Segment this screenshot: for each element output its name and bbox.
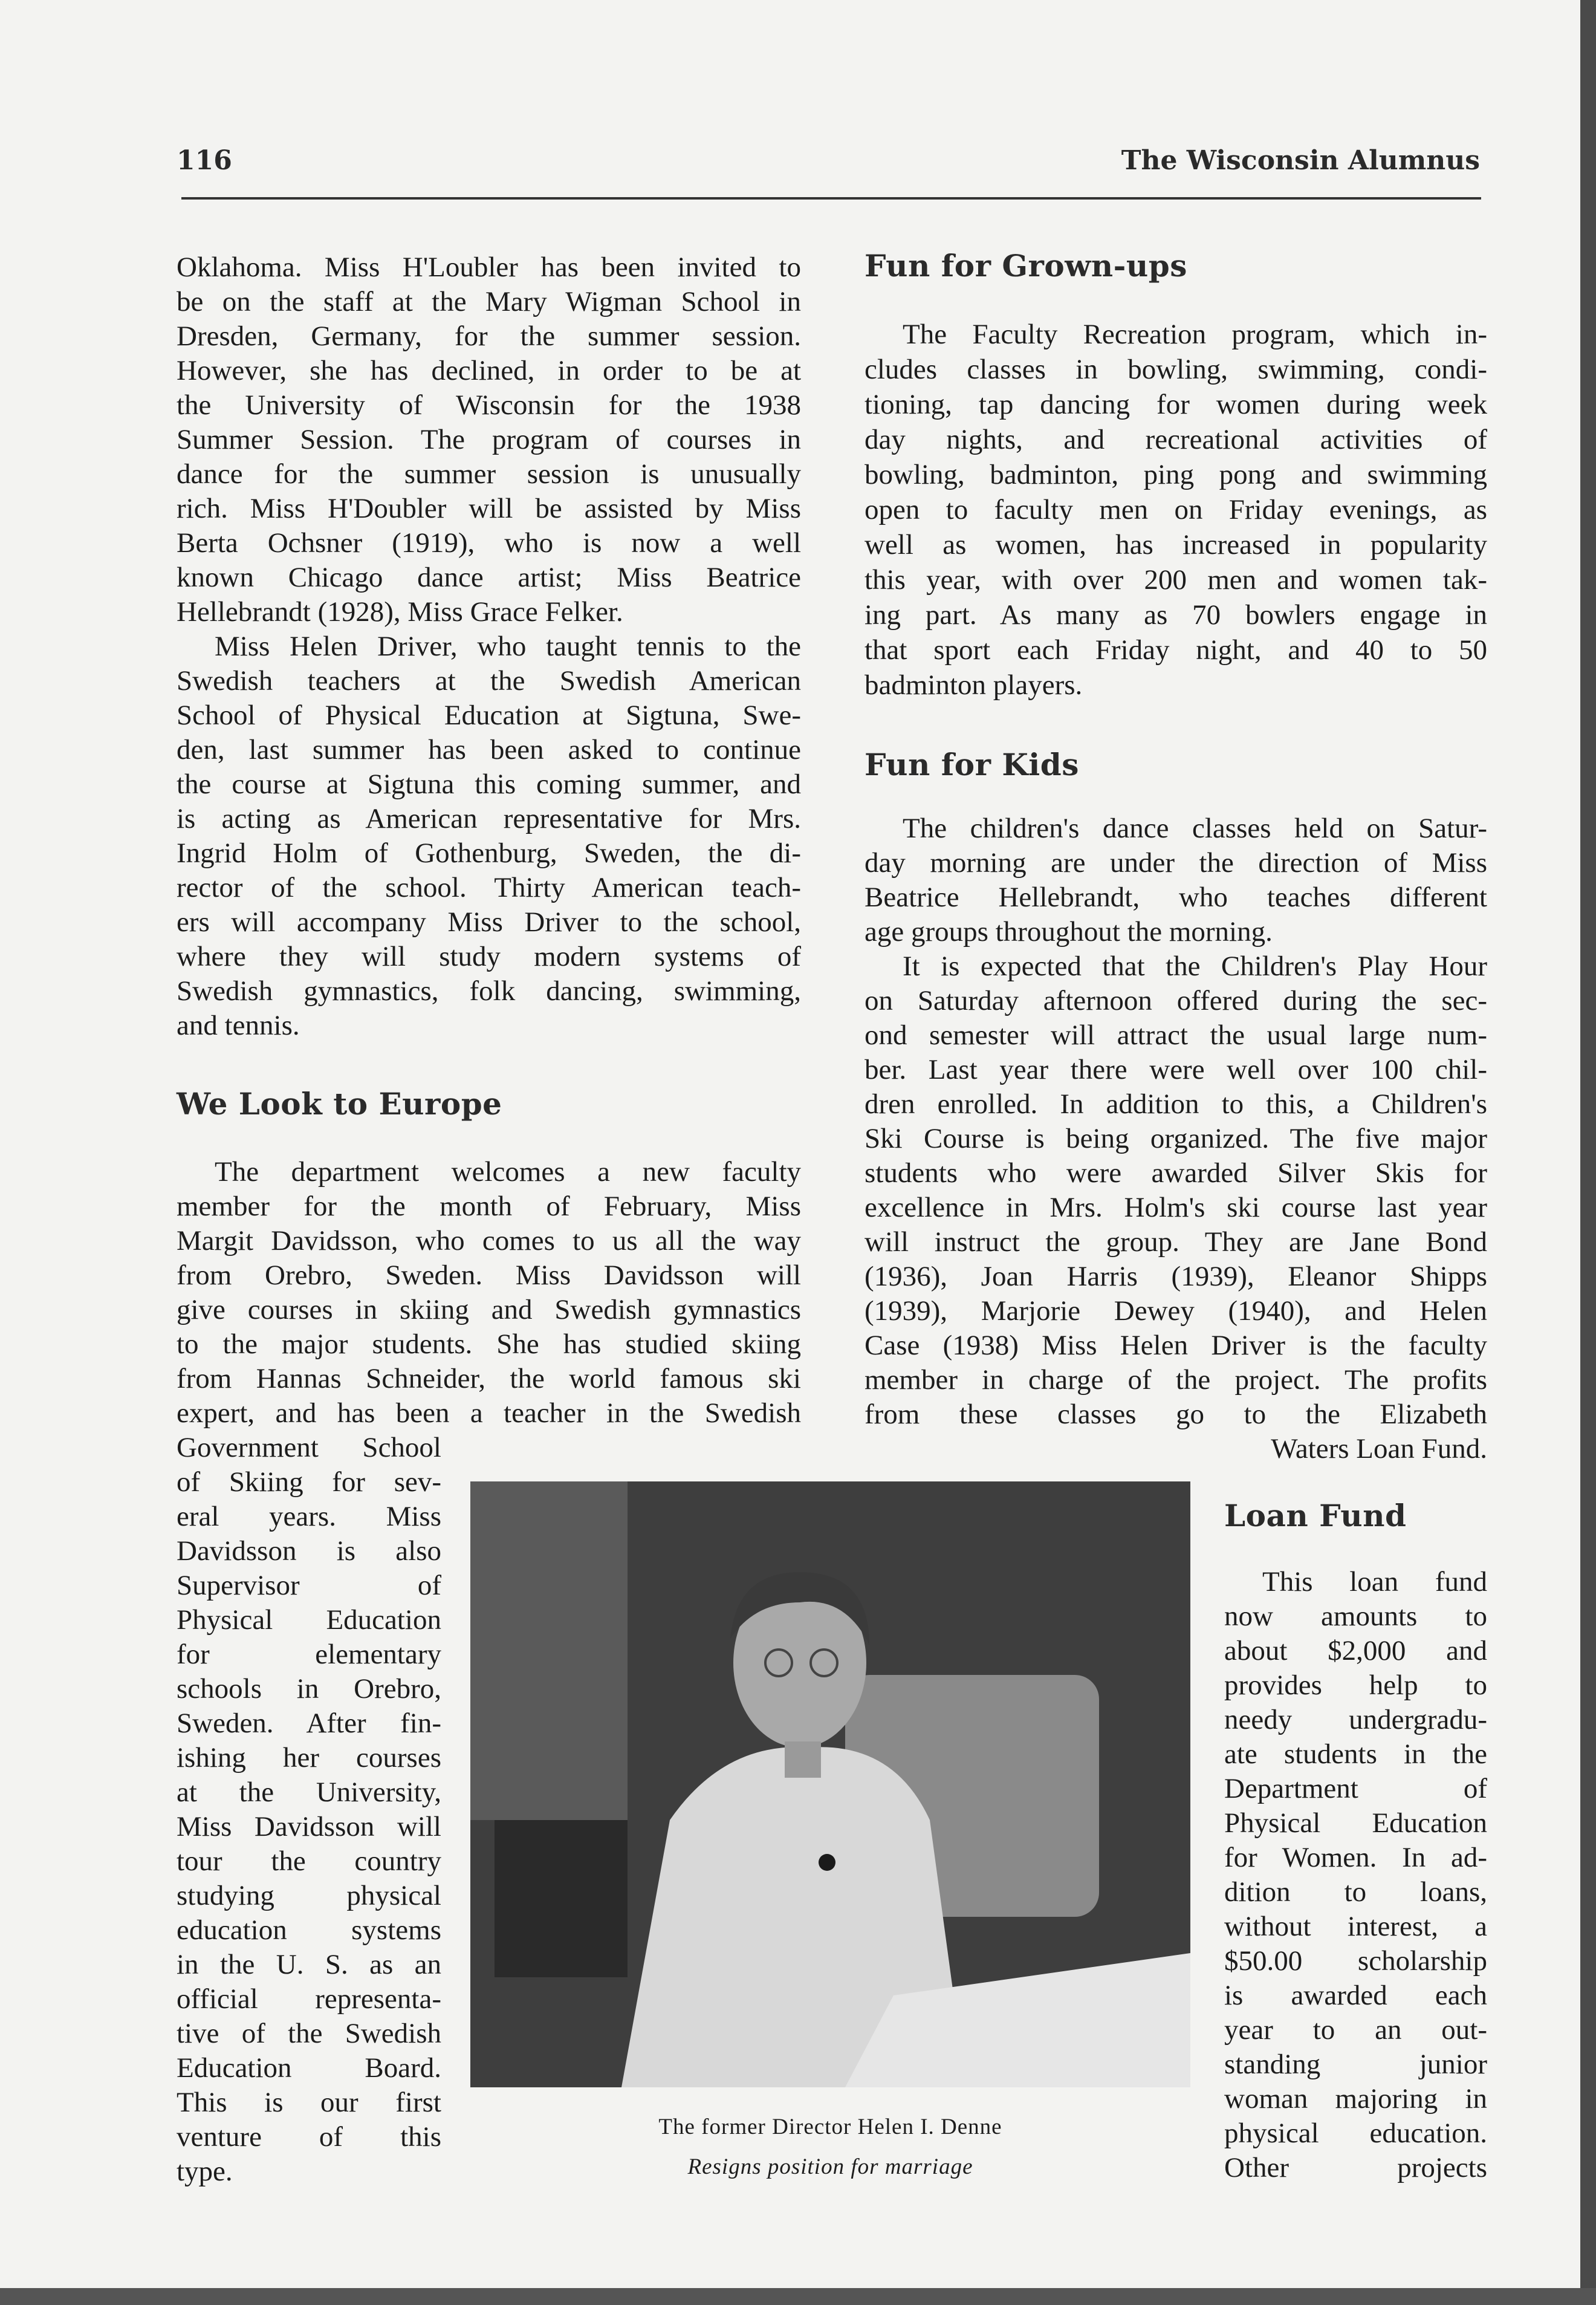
text-line: (1939), Marjorie Dewey (1940), and Helen [864, 1295, 1487, 1327]
section-heading-loan-fund: Loan Fund [1224, 1498, 1407, 1533]
text-line: day nights, and recreational activities of [864, 424, 1487, 455]
text-line: where they will study modern systems of [177, 941, 801, 972]
section-heading-grownups: Fun for Grown-ups [864, 248, 1187, 284]
text-line: Swedish gymnastics, folk dancing, swimming, [177, 975, 801, 1007]
text-line: tioning, tap dancing for women during week [864, 389, 1487, 420]
text-line: provides help to [1224, 1669, 1487, 1701]
text-line: for Women. In ad- [1224, 1842, 1487, 1873]
text-line: give courses in skiing and Swedish gymnastics [177, 1294, 801, 1325]
text-line: ond semester will attract the usual large num- [864, 1019, 1487, 1051]
text-line: Miss Davidsson will [177, 1811, 441, 1842]
text-line: dition to loans, [1224, 1876, 1487, 1908]
text-line: However, she has declined, in order to be at [177, 355, 801, 386]
text-line: open to faculty men on Friday evenings, as [864, 494, 1487, 525]
text-line: member for the month of February, Miss [177, 1191, 801, 1222]
text-line: Case (1938) Miss Helen Driver is the faculty [864, 1330, 1487, 1361]
text-line: ishing her courses [177, 1742, 441, 1773]
text-line: Swedish teachers at the Swedish American [177, 665, 801, 697]
text-line: (1936), Joan Harris (1939), Eleanor Shipps [864, 1261, 1487, 1292]
text-line: type. [177, 2156, 233, 2187]
text-line: This loan fund [1262, 1566, 1487, 1598]
text-line: Davidsson is also [177, 1535, 441, 1567]
paragraph [177, 629, 801, 1043]
text-line: Education Board. [177, 2052, 441, 2084]
text-line: on Saturday afternoon offered during the sec- [864, 985, 1487, 1016]
text-line: day morning are under the direction of Miss [864, 847, 1487, 879]
text-line: ers will accompany Miss Driver to the school, [177, 906, 801, 938]
text-line: known Chicago dance artist; Miss Beatrice [177, 562, 801, 593]
text-line: tour the country [177, 1845, 441, 1877]
text-line: official representa- [177, 1983, 441, 2015]
text-line: ber. Last year there were well over 100 chil- [864, 1054, 1487, 1085]
text-line: Supervisor of [177, 1570, 441, 1601]
text-line: for elementary [177, 1639, 441, 1670]
text-line: woman majoring in [1224, 2083, 1487, 2115]
text-line: physical education. [1224, 2118, 1487, 2149]
text-line: Summer Session. The program of courses in [177, 424, 801, 455]
text-line: from Orebro, Sweden. Miss Davidsson will [177, 1260, 801, 1291]
text-line: Physical Education [1224, 1807, 1487, 1839]
text-line: Berta Ochsner (1919), who is now a well [177, 527, 801, 559]
page-number: 116 [177, 145, 232, 176]
text-line: ing part. As many as 70 bowlers engage in [864, 599, 1487, 631]
text-line: from Hannas Schneider, the world famous ski [177, 1363, 801, 1394]
scan-edge-right [1580, 0, 1596, 2305]
text-line: Government School [177, 1432, 441, 1463]
text-line: cludes classes in bowling, swimming, condi- [864, 354, 1487, 385]
paragraph [864, 811, 1487, 949]
paragraph-europe-narrow [177, 1431, 441, 2189]
text-line: dren enrolled. In addition to this, a Children's [864, 1088, 1487, 1120]
text-line: that sport each Friday night, and 40 to 50 [864, 634, 1487, 666]
text-line: venture of this [177, 2121, 441, 2153]
portrait-image [470, 1481, 1190, 2087]
text-line: in the U. S. as an [177, 1949, 441, 1980]
text-line: badminton players. [864, 669, 1083, 701]
text-line: dance for the summer session is unusually [177, 458, 801, 490]
text-line: age groups throughout the morning. [864, 916, 1273, 948]
paragraph [177, 250, 801, 629]
text-line: to the major students. She has studied skiing [177, 1328, 801, 1360]
text-line: will instruct the group. They are Jane Bond [864, 1226, 1487, 1258]
text-line: year to an out- [1224, 2014, 1487, 2046]
text-line: Oklahoma. Miss H'Loubler has been invited to [177, 252, 801, 283]
text-line: The department welcomes a new faculty [215, 1156, 801, 1188]
photo-subcaption: Resigns position for marriage [687, 2154, 973, 2179]
text-line: excellence in Mrs. Holm's ski course last year [864, 1192, 1487, 1223]
text-line: standing junior [1224, 2049, 1487, 2080]
text-line: from these classes go to the Elizabeth [864, 1399, 1487, 1430]
text-line: tive of the Swedish [177, 2018, 441, 2049]
text-line: $50.00 scholarship [1224, 1945, 1487, 1977]
text-line: rich. Miss H'Doubler will be assisted by Miss [177, 493, 801, 524]
text-line: students who were awarded Silver Skis for [864, 1157, 1487, 1189]
paragraph-grownups [864, 317, 1487, 703]
text-line: Waters Loan Fund. [1271, 1433, 1487, 1465]
text-line: den, last summer has been asked to continue [177, 734, 801, 766]
section-heading-europe: We Look to Europe [177, 1086, 502, 1122]
text-line: be on the staff at the Mary Wigman School in [177, 286, 801, 317]
text-line: this year, with over 200 men and women tak- [864, 564, 1487, 596]
text-line: schools in Orebro, [177, 1673, 441, 1705]
text-line: Dresden, Germany, for the summer session. [177, 320, 801, 352]
text-line: well as women, has increased in popularity [864, 529, 1487, 561]
text-line: The Faculty Recreation program, which in- [903, 319, 1487, 350]
text-line: about $2,000 and [1224, 1635, 1487, 1666]
text-line: Beatrice Hellebrandt, who teaches different [864, 882, 1487, 913]
text-line: Miss Helen Driver, who taught tennis to the [215, 631, 801, 662]
text-line: bowling, badminton, ping pong and swimming [864, 459, 1487, 490]
text-line: eral years. Miss [177, 1501, 441, 1532]
text-line: and tennis. [177, 1010, 300, 1041]
paragraph-loan-fund [1224, 1565, 1487, 2185]
text-line: The children's dance classes held on Satur- [903, 813, 1487, 844]
text-line: education systems [177, 1914, 441, 1946]
text-line: This is our first [177, 2087, 441, 2118]
text-line: without interest, a [1224, 1911, 1487, 1942]
right-kids-text [864, 811, 1487, 1466]
text-line: Margit Davidsson, who comes to us all the way [177, 1225, 801, 1257]
text-line: School of Physical Education at Sigtuna, Swe- [177, 700, 801, 731]
paragraph-europe-wide [177, 1155, 801, 1431]
text-line: Physical Education [177, 1604, 441, 1636]
text-line: needy undergradu- [1224, 1704, 1487, 1735]
left-column-text [177, 250, 801, 1043]
text-line: member in charge of the project. The profits [864, 1364, 1487, 1396]
photo-caption: The former Director Helen I. Denne [658, 2115, 1002, 2139]
text-line: Ingrid Holm of Gothenburg, Sweden, the di- [177, 837, 801, 869]
section-heading-kids: Fun for Kids [864, 747, 1079, 782]
publication-title: The Wisconsin Alumnus [1121, 145, 1480, 176]
text-line: Department of [1224, 1773, 1487, 1804]
portrait-photo [470, 1481, 1190, 2087]
text-line: ate students in the [1224, 1738, 1487, 1770]
text-line: is awarded each [1224, 1980, 1487, 2011]
text-line: of Skiing for sev- [177, 1466, 441, 1498]
text-line: Ski Course is being organized. The five major [864, 1123, 1487, 1154]
text-line: studying physical [177, 1880, 441, 1911]
paragraph [864, 949, 1487, 1432]
text-line: rector of the school. Thirty American teach- [177, 872, 801, 903]
text-line: Sweden. After fin- [177, 1708, 441, 1739]
text-line: the course at Sigtuna this coming summer, and [177, 769, 801, 800]
text-line: Hellebrandt (1928), Miss Grace Felker. [177, 596, 623, 628]
text-line: at the University, [177, 1777, 441, 1808]
text-line: now amounts to [1224, 1601, 1487, 1632]
text-line: expert, and has been a teacher in the Swedish [177, 1397, 801, 1429]
scan-edge-bottom [0, 2288, 1596, 2305]
text-line: the University of Wisconsin for the 1938 [177, 389, 801, 421]
text-line: Other projects [1224, 2152, 1487, 2183]
header-rule [181, 197, 1481, 200]
text-line: It is expected that the Children's Play Hour [903, 951, 1487, 982]
text-line: is acting as American representative for Mrs. [177, 803, 801, 834]
